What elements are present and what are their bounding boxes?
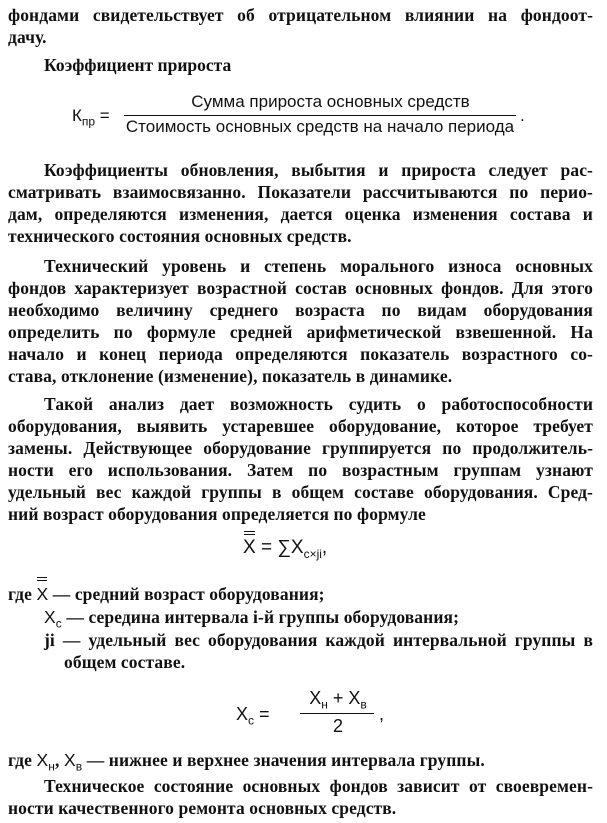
definition-line: общем составе. xyxy=(64,652,186,672)
text-line: замены. Действующее оборудование группируется по продолжитель- xyxy=(8,438,593,458)
text-line: ности качественного ремонта основных средств. xyxy=(8,798,397,818)
text-line: необходимо величину среднего возраста по видам оборудования xyxy=(8,300,593,320)
formula-end: . xyxy=(520,106,525,125)
text-line: Коэффициенты обновления, выбытия и прироста следует рас- xyxy=(44,160,593,180)
text-line: технического состояния основных средств. xyxy=(8,226,352,246)
formula-mean-symbol: X xyxy=(243,537,256,558)
text-line: ности его использования. Затем по возрастным группам узнают xyxy=(8,460,593,480)
text-line: фондов характеризует возрастной состав основных фондов. Для этого xyxy=(8,278,593,298)
formula-end: , xyxy=(379,704,385,724)
text-line: фондами свидетельствует об отрицательном влиянии на фондоот- xyxy=(8,5,593,25)
text-line: ний возраст оборудования определяется по формуле xyxy=(8,504,426,524)
definition-line: где X — средний возраст оборудования; xyxy=(8,584,325,604)
formula-lhs: $К_{пр}$ = xyxy=(72,106,110,129)
formula-interval-midpoint xyxy=(236,688,385,742)
fraction-bar xyxy=(300,713,374,714)
formula-numerator: Сумма прироста основных средств xyxy=(191,92,470,111)
text-line: Техническое состояние основных фондов зависит от своевремен- xyxy=(44,776,593,796)
formula-lhs: $X_c$ = xyxy=(236,704,270,728)
text-line: Такой анализ дает возможность судить о работоспособности xyxy=(44,394,593,414)
formula-denominator: 2 xyxy=(332,716,343,736)
text-line: начало и конец периода определяются показатель возрастного со- xyxy=(8,344,593,364)
text-line: Технический уровень и степень морального износа основных xyxy=(44,256,593,276)
text-line: определить по формуле средней арифметической взвешенной. На xyxy=(8,322,593,342)
text-line: дам, определяются изменения, дается оценка изменения состава и xyxy=(8,204,593,224)
formula-mean-age: $X = \sum X_{c\times ji}$, xyxy=(243,537,328,561)
fraction-bar xyxy=(124,115,516,116)
text-line: дачу. xyxy=(8,27,47,47)
text-line: удельный вес каждой группы в общем составе оборудования. Сред- xyxy=(8,482,593,502)
formula-denominator: Стоимость основных средств на начало периода xyxy=(125,117,515,136)
text-line: оборудования, выявить устаревшее оборудование, которое требует xyxy=(8,416,593,436)
formula-growth-coefficient xyxy=(68,92,548,142)
definition-line: $X_c$ — середина интервала i-й группы оборудования; xyxy=(44,607,460,631)
definition-line: где $X_н$, $X_в$ — нижнее и верхнее значения интервала группы. xyxy=(8,750,485,774)
text-line: сматривать взаимосвязанно. Показатели рассчитываются по перио- xyxy=(8,182,593,202)
definition-line: ji — удельный вес оборудования каждой интервальной группы в xyxy=(44,630,593,650)
heading-growth-coefficient: Коэффициент прироста xyxy=(44,55,232,75)
text-line: става, отклонение (изменение), показатель в динамике. xyxy=(8,366,453,386)
formula-numerator: $X_н + X_в$ xyxy=(309,688,367,712)
